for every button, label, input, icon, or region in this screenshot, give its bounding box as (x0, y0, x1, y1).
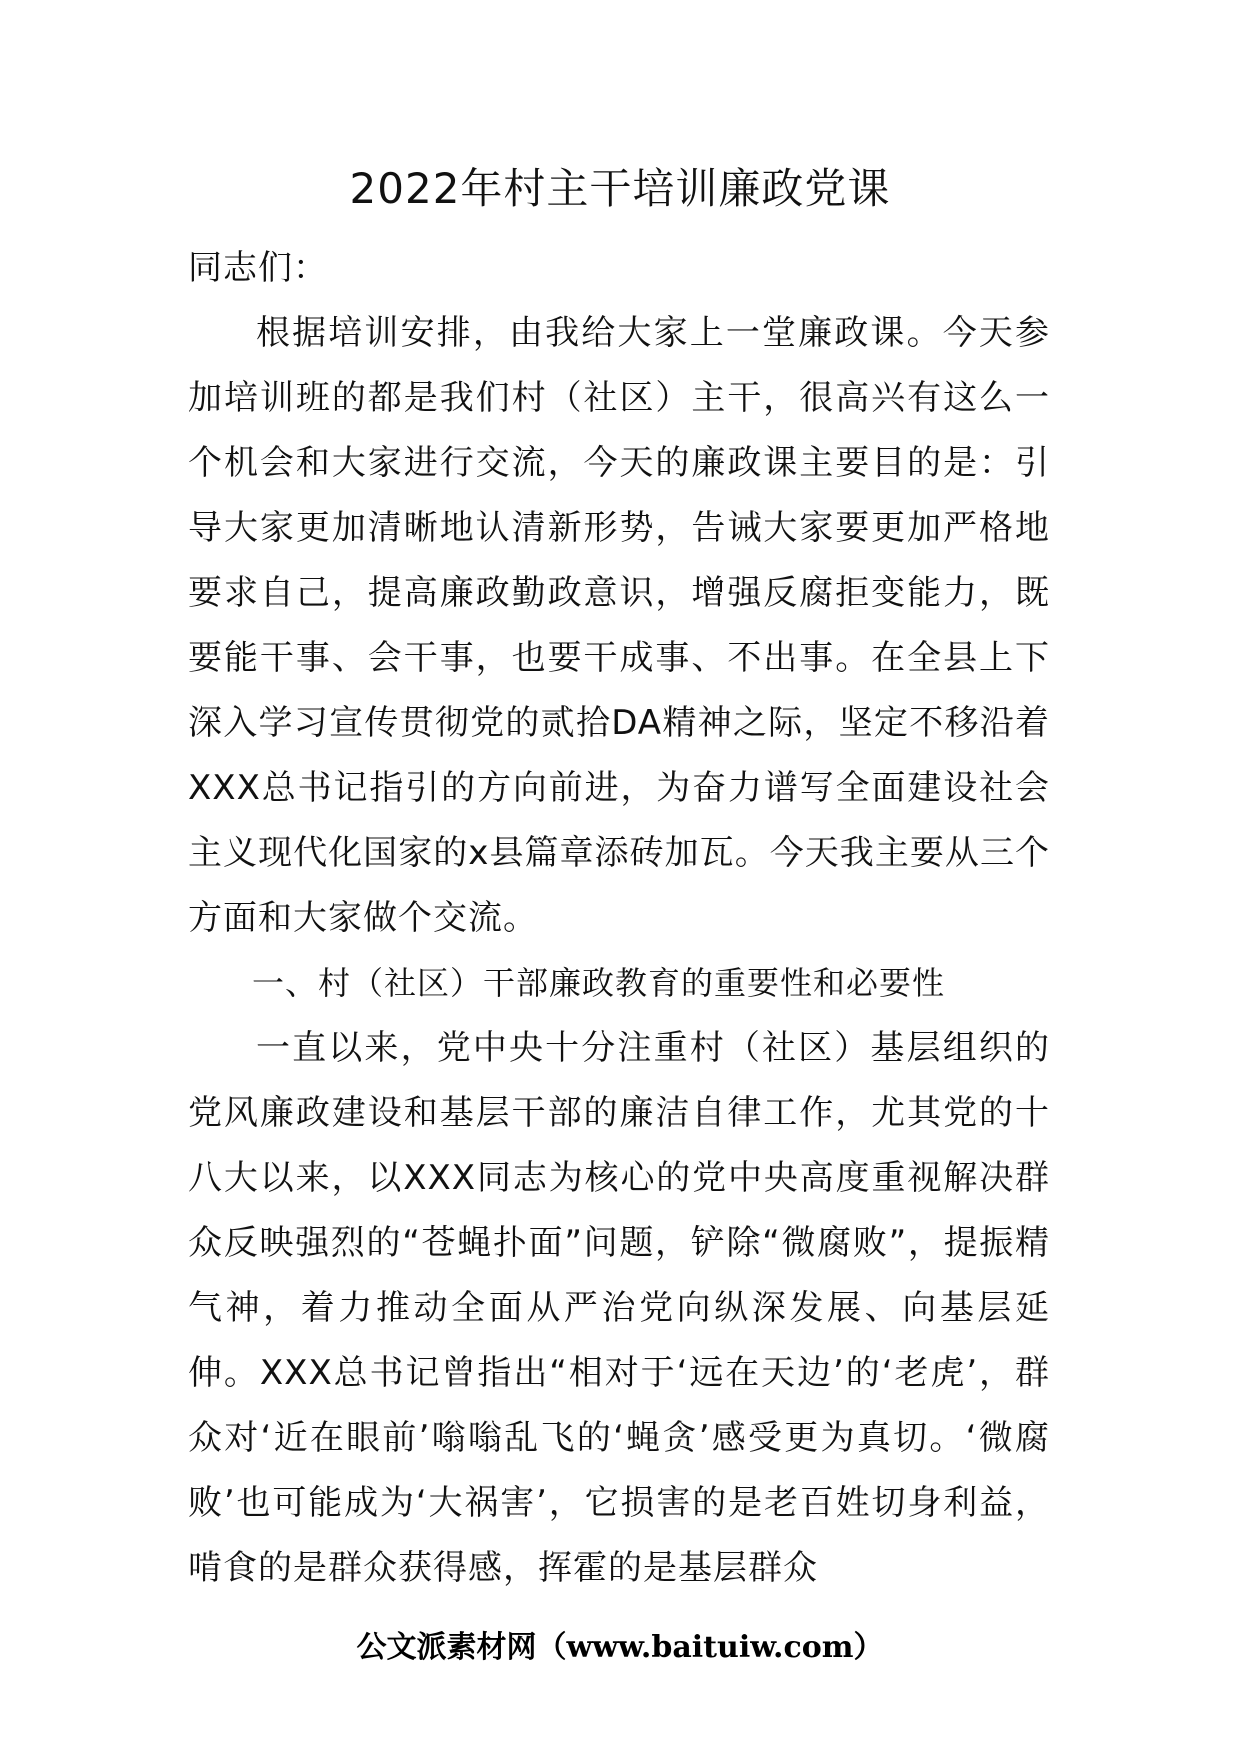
section-paragraph: 一直以来，党中央十分注重村（社区）基层组织的党风廉政建设和基层干部的廉洁自律工作，尤其党的十八大以来，以XXX同志为核心的党中央高度重视解决群众反映强烈的“苍蝇扑面”问题，铲除“微腐败”，提振精气神，着力推动全面从严治党向纵深发展、向基层延伸。XXX总书记曾指出“相对于‘远在天边’的‘老虎’，群众对‘近在眼前’嗡嗡乱飞的‘蝇贪’感受更为真切。‘微腐败’也可能成为‘大祸害’，它损害的是老百姓切身利益，啃食的是群众获得感，挥霍的是基层群众 (188, 1028, 1050, 1588)
document-body (188, 236, 1050, 1601)
intro-paragraph: 根据培训安排，由我给大家上一堂廉政课。今天参加培训班的都是我们村（社区）主干，很高兴有这么一个机会和大家进行交流，今天的廉政课主要目的是：引导大家更加清晰地认清新形势，告诫大家要更加严格地要求自己，提高廉政勤政意识，增强反腐拒变能力，既要能干事、会干事，也要干成事、不出事。在全县上下深入学习宣传贯彻党的贰拾DA精神之际，坚定不移沿着XXX总书记指引的方向前进，为奋力谱写全面建设社会主义现代化国家的x县篇章添砖加瓦。今天我主要从三个方面和大家做个交流。 (188, 313, 1050, 938)
footer-watermark: 公文派素材网（www.baituiw.com） (356, 1630, 884, 1665)
document-title: 2022年村主干培训廉政党课 (349, 164, 891, 213)
greeting: 同志们： (188, 248, 328, 288)
section-heading: 一、村（社区）干部廉政教育的重要性和必要性 (252, 964, 946, 1002)
